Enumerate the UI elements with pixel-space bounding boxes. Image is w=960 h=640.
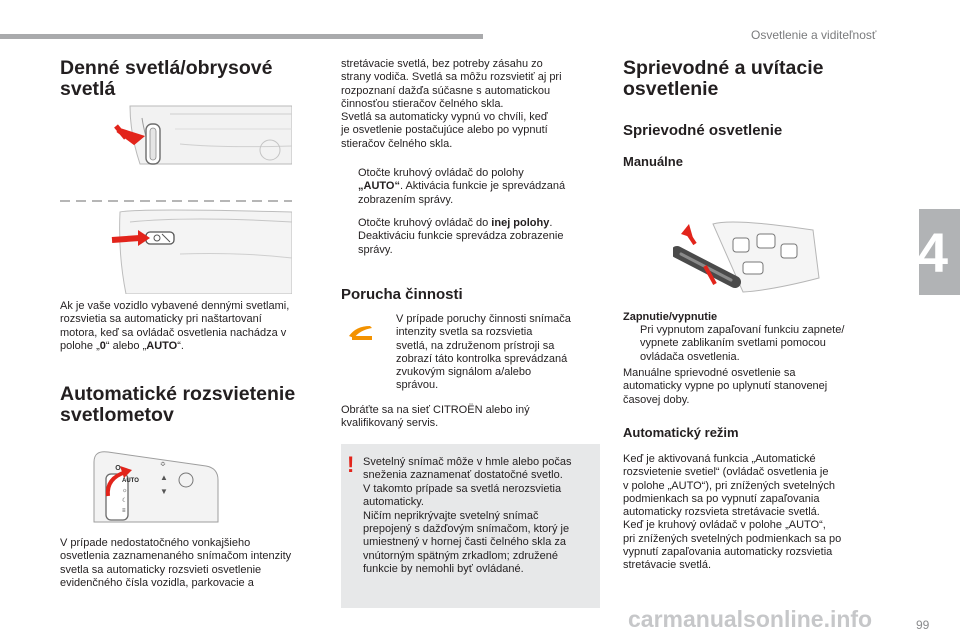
text-fragment: vypnete zablikaním svetlami pomocou ovládača osvetlenia.: [640, 337, 826, 363]
manual-paragraph: Manuálne sprievodné osvetlenie sa automaticky vypne po uplynutí stanovenej časovej doby.: [623, 367, 828, 406]
text-line: motora, keď sa ovládač osvetlenia nachádza v: [60, 326, 287, 339]
title-line: svetlometov: [60, 404, 174, 426]
follow-me-title: [623, 58, 824, 100]
stalk-auto-label: AUTO: [122, 478, 139, 484]
svg-text:▲: ▲: [160, 473, 168, 482]
auto-label: „AUTO“: [358, 180, 400, 193]
watermark: carmanualsonline.info: [628, 606, 873, 632]
title-line: osvetlenie: [623, 78, 719, 100]
warning-exclamation-icon: !: [347, 452, 355, 477]
text-fragment: Pri vypnutom zapaľovaní funkciu zapnete/: [640, 324, 845, 336]
daytime-lights-paragraph: [60, 300, 330, 353]
title-line: Denné svetlá/obrysové: [60, 57, 273, 79]
daytime-lights-title: [60, 58, 272, 100]
position-auto: AUTO: [146, 339, 178, 352]
other-position-label: inej polohy: [491, 217, 550, 229]
lighting-stalk-figure: [86, 444, 236, 526]
page-number: 99: [916, 618, 930, 632]
warning-box: [341, 444, 600, 608]
auto-headlamps-paragraph: V prípade nedostatočného vonkajšieho osvetlenia zaznamenaného snímačom intenzity svetla sa automaticky rozsvieti osvetlenie evidenčného čísla vozidla, parkovacie a: [60, 537, 292, 589]
auto-headlamps-title: [60, 384, 295, 426]
text-fragment: .: [549, 217, 553, 229]
section-title: Osvetlenie a viditeľnosť: [751, 28, 877, 42]
auto-mode-subtitle: Automatický režim: [623, 425, 739, 440]
text-fragment: “.: [177, 339, 184, 352]
fault-warning-lamp-icon: [346, 322, 376, 344]
text-fragment: polohe „: [60, 339, 100, 352]
text-fragment: Otočte kruhový ovládač do: [358, 217, 492, 229]
bullet-auto-off: [341, 217, 601, 257]
svg-text:≡: ≡: [122, 508, 126, 514]
header-rule: [0, 34, 483, 39]
text-fragment: zobrazením správy.: [358, 193, 454, 206]
svg-text:☼: ☼: [122, 488, 128, 494]
text-fragment: . Aktivácia funkcie je sprevádzaná: [399, 180, 566, 193]
malfunction-title: Porucha činnosti: [341, 286, 463, 303]
auto-headlamps-paragraph-cont: stretávacie svetlá, bez potreby zásahu zo strany vodiča. Svetlá sa môžu rozsvietiť aj pri rozpoznaní dažďa súčasne s automatickou činnosťou stieračov čelného skla. Svetlá sa automaticky vypnú vo chvíli, keď je osvetlenie postačujúce alebo po vypnutí stieračov čelného skla.: [341, 58, 562, 150]
bullet-follow-me: [623, 324, 888, 366]
svg-text:▼: ▼: [160, 487, 168, 496]
chapter-number: 4: [916, 221, 949, 284]
text-line: rozsvietia sa automaticky pri naštartovaní: [60, 313, 262, 326]
title-line: Automatické rozsvietenie: [60, 383, 296, 405]
pointer-arrow-lower: [112, 238, 140, 240]
position-zero: 0: [99, 339, 106, 352]
title-line: svetlá: [60, 78, 116, 100]
text-line: Ak je vaše vozidlo vybavené dennými svetlami,: [60, 300, 290, 312]
switch-label: Zapnutie/vypnutie: [623, 311, 718, 323]
svg-text:O: O: [115, 465, 121, 472]
text-fragment: Deaktiváciu funkcie sprevádza zobrazenie správy.: [358, 230, 564, 256]
text-fragment: “ alebo „: [105, 339, 147, 352]
svg-text:≎: ≎: [160, 461, 166, 468]
contact-service-paragraph: Obráťte sa na sieť CITROËN alebo iný kvalifikovaný servis.: [341, 404, 530, 430]
follow-me-subtitle: Sprievodné osvetlenie: [623, 122, 783, 139]
malfunction-paragraph: V prípade poruchy činnosti snímača intenzity svetla sa rozsvietia svetlá, na združenom prístroji sa zobrazí táto kontrolka sprevádzaná zvukovým signálom a/alebo správou.: [396, 313, 571, 392]
svg-text:☾: ☾: [122, 498, 128, 504]
headlamp-figure: [60, 104, 292, 294]
auto-mode-paragraph: Keď je aktivovaná funkcia „Automatické rozsvietenie svetiel“ (ovládač osvetlenia je v polohe „AUTO“), pri znížených svetelných podmienkach sa po vypnutí zapaľovania automaticky rozsvieta stretávacie svetlá. Keď je kruhový ovládač v polohe „AUTO“, pri znížených svetelných podmienkach sa po vypnutí zapaľovania automaticky rozsvietia stretávacie svetlá.: [623, 453, 842, 572]
headlamp-flash-figure: [673, 218, 821, 302]
warning-text: Svetelný snímač môže v hmle alebo počas sneženia zaznamenať dostatočné svetlo. V takomto prípade sa svetlá nerozsvietia automaticky. Ničím neprikrývajte svetelný snímač prepojený s dažďovým snímačom, ktorý je umiestnený v hornej časti čelného skla za vnútorným spätným zrkadlom; združené funkcie by nemohli byť ovládané.: [363, 456, 572, 576]
text-fragment: Otočte kruhový ovládač do polohy: [358, 167, 524, 179]
title-line: Sprievodné a uvítacie: [623, 57, 824, 79]
manual-subtitle: Manuálne: [623, 154, 683, 169]
bullet-auto-on: [341, 167, 601, 207]
